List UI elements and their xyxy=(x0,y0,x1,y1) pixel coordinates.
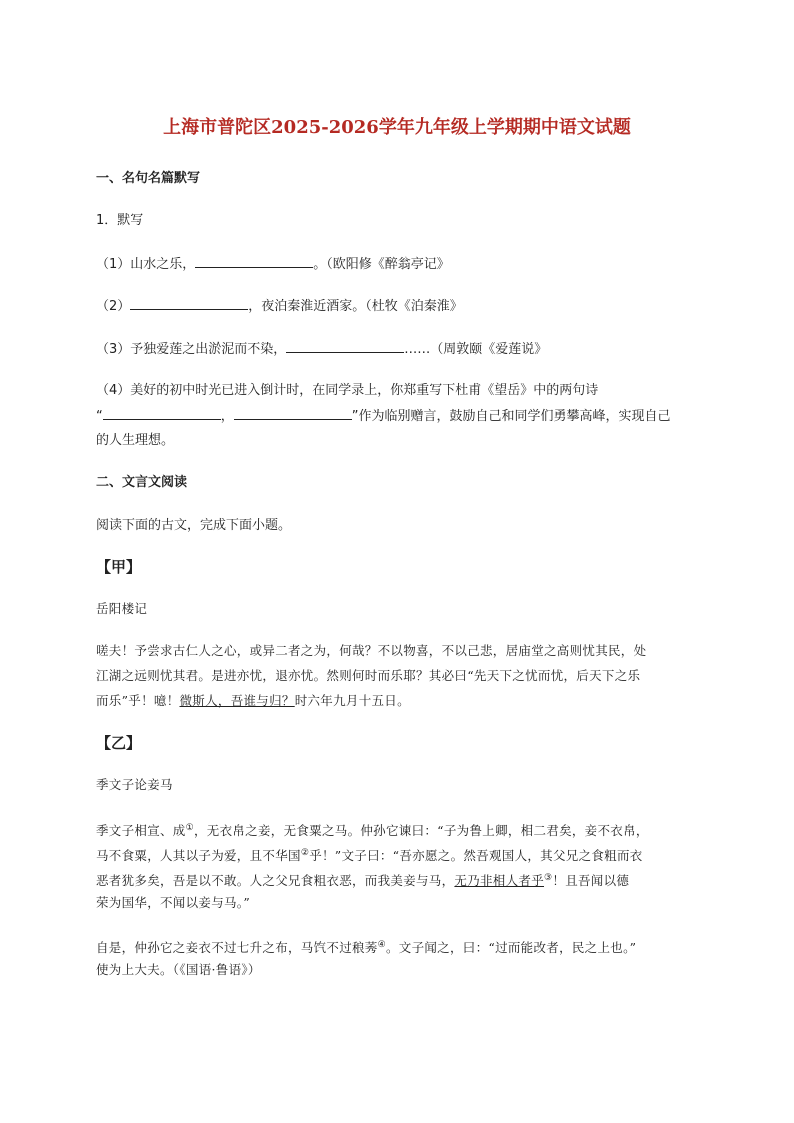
q1-3-suffix: ……（周敦颐《爱莲说》 xyxy=(404,342,548,357)
section-heading-1: 一、名句名篇默写 xyxy=(96,171,201,186)
question-1-2 xyxy=(96,297,463,316)
footnote-marker: ① xyxy=(185,823,194,833)
question-1-label: 1．默写 xyxy=(96,213,144,228)
section-heading-2: 二、文言文阅读 xyxy=(96,475,188,490)
answer-blank[interactable] xyxy=(234,407,352,420)
passage-yi-title: 季文子论妾马 xyxy=(96,777,173,792)
q1-1-suffix: 。（欧阳修《醉翁亭记》 xyxy=(313,257,450,272)
quote-open: “ xyxy=(96,409,103,424)
underlined-sentence: 微斯人，吾谁与归？ xyxy=(179,693,295,708)
passage-yi-line2 xyxy=(96,844,643,865)
q1-3-prefix: （3）予独爱莲之出淤泥而不染， xyxy=(96,342,287,357)
question-1-4-line2 xyxy=(96,407,671,426)
passage-yi-line5 xyxy=(96,936,636,957)
passage-yi-line3 xyxy=(96,869,629,890)
yi-line3-a: 恶者犹多矣，吾是以不敢。人之父兄食粗衣恶，而我美妾与马， xyxy=(96,873,455,889)
footnote-marker: ③ xyxy=(544,873,553,883)
comma: ， xyxy=(220,409,234,424)
question-1-3 xyxy=(96,340,547,359)
yi-line1-b: ，无衣帛之妾，无食粟之马。仲孙它谏曰：“子为鲁上卿，相二君矣，妾不衣帛， xyxy=(193,823,649,839)
page-title: 上海市普陀区2025-2026学年九年级上学期期中语文试题 xyxy=(163,117,631,138)
yi-line2-b: 乎！”文子曰：“吾亦愿之。然吾观国人，其父兄之食粗而衣 xyxy=(309,848,643,864)
question-1-1 xyxy=(96,255,450,274)
reading-instruction: 阅读下面的古文，完成下面小题。 xyxy=(96,518,292,533)
q1-2-prefix: （2） xyxy=(96,299,131,314)
q1-4-tail: ”作为临别赠言，鼓励自己和同学们勇攀高峰，实现自己 xyxy=(351,409,671,424)
passage-jia-line2: 江湖之远则忧其君。是进亦忧，退亦忧。然则何时而乐耶？其必曰“先天下之忧而忧，后天下之乐 xyxy=(96,668,641,683)
answer-blank[interactable] xyxy=(195,255,313,268)
yi-line3-b: ！且吾闻以德 xyxy=(552,873,630,889)
answer-blank[interactable] xyxy=(103,407,221,420)
q1-2-suffix: ，夜泊秦淮近酒家。（杜牧《泊秦淮》 xyxy=(248,299,463,314)
jia-line3-b: 时六年九月十五日。 xyxy=(294,693,410,708)
yi-line2-a: 马不食粟，人其以子为爱，且不华国 xyxy=(96,848,301,864)
passage-jia-title: 岳阳楼记 xyxy=(96,601,148,616)
question-1-4-line3: 的人生理想。 xyxy=(96,433,175,448)
footnote-marker: ② xyxy=(300,848,310,858)
passage-jia-label: 【甲】 xyxy=(96,558,142,576)
yi-line5-b: 。文子闻之，曰：“过而能改者，民之上也。” xyxy=(385,940,637,956)
footnote-marker: ④ xyxy=(377,940,386,950)
passage-yi-line6: 使为上大夫。（《国语·鲁语》） xyxy=(96,962,261,977)
underlined-sentence: 无乃非相人者乎 xyxy=(454,873,545,889)
passage-jia-line3 xyxy=(96,692,410,710)
passage-jia-line1: 嗟夫！予尝求古仁人之心，或异二者之为，何哉？不以物喜，不以己悲，居庙堂之高则忧其民，处 xyxy=(96,643,647,658)
q1-1-prefix: （1）山水之乐， xyxy=(96,257,196,272)
passage-yi-line1 xyxy=(96,819,649,840)
yi-line5-a: 自是，仲孙它之妾衣不过七升之布，马饩不过稂莠 xyxy=(96,940,378,956)
yi-line1-a: 季文子相宣、成 xyxy=(96,823,186,839)
answer-blank[interactable] xyxy=(130,297,248,310)
passage-yi-label: 【乙】 xyxy=(96,734,142,752)
answer-blank[interactable] xyxy=(286,340,404,353)
passage-yi-line4: 荣为国华，不闻以妾与马。” xyxy=(96,895,251,910)
jia-line3-a: 而乐”乎！噫！ xyxy=(96,693,180,708)
question-1-4-line1: （4）美好的初中时光已进入倒计时，在同学录上，你郑重写下杜甫《望岳》中的两句诗 xyxy=(96,383,599,398)
